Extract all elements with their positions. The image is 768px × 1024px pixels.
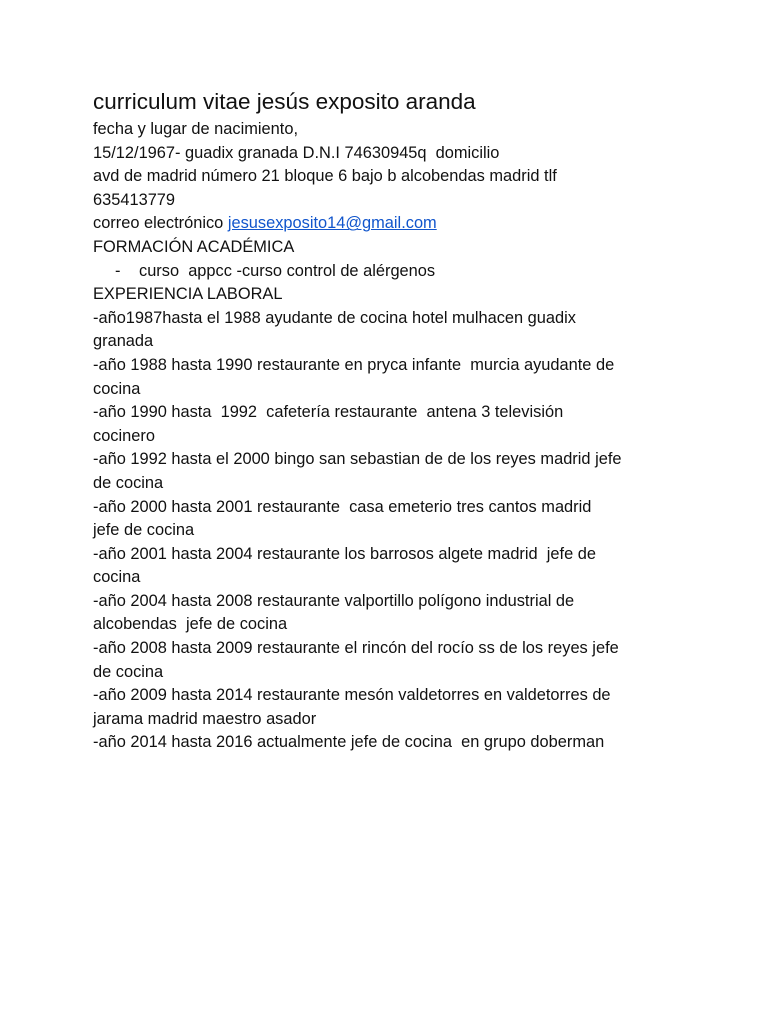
education-heading: FORMACIÓN ACADÉMICA [93, 237, 295, 256]
experience-line: -año 1990 hasta 1992 cafetería restaurante antena 3 televisión [93, 403, 564, 422]
experience-line: -año 1988 hasta 1990 restaurante en pryca infante murcia ayudante de [93, 355, 615, 374]
email-label: correo electrónico [93, 214, 228, 233]
header-line: 635413779 [93, 190, 176, 209]
experience-line: cocinero [93, 426, 155, 445]
experience-line: cocina [93, 379, 141, 398]
header-line: avd de madrid número 21 bloque 6 bajo b alcobendas madrid tlf [93, 167, 557, 186]
experience-line: -año 2009 hasta 2014 restaurante mesón valdetorres en valdetorres de [93, 686, 611, 705]
experience-line: de cocina [93, 662, 164, 681]
education-item-text: curso appcc -curso control de alérgenos [139, 261, 436, 280]
experience-line: granada [93, 332, 154, 351]
email-line [93, 212, 693, 236]
experience-line: -año 1992 hasta el 2000 bingo san sebastian de de los reyes madrid jefe [93, 450, 622, 469]
experience-line: -año1987hasta el 1988 ayudante de cocina hotel mulhacen guadix [93, 308, 576, 327]
experience-line: -año 2008 hasta 2009 restaurante el rincón del rocío ss de los reyes jefe [93, 639, 619, 658]
header-line: fecha y lugar de nacimiento, [93, 120, 299, 138]
cv-page [93, 88, 693, 755]
header-line: 15/12/1967- guadix granada D.N.I 74630945q domicilio [93, 143, 500, 162]
experience-heading: EXPERIENCIA LABORAL [93, 285, 283, 304]
experience-line: -año 2000 hasta 2001 restaurante casa emeterio tres cantos madrid [93, 497, 592, 516]
experience-line: -año 2004 hasta 2008 restaurante valportillo polígono industrial de [93, 591, 575, 610]
experience-line: -año 2014 hasta 2016 actualmente jefe de cocina en grupo doberman [93, 733, 605, 752]
experience-line: alcobendas jefe de cocina [93, 615, 288, 634]
experience-line: de cocina [93, 473, 164, 492]
experience-line: -año 2001 hasta 2004 restaurante los barrosos algete madrid jefe de [93, 544, 596, 563]
experience-list [93, 307, 693, 755]
education-item [93, 260, 693, 284]
experience-line: jefe de cocina [93, 521, 195, 540]
bullet-marker: - [115, 261, 121, 280]
email-link[interactable]: jesusexposito14@gmail.com [227, 214, 437, 233]
experience-line: cocina [93, 568, 141, 587]
experience-line: jarama madrid maestro asador [93, 709, 317, 728]
cv-title: curriculum vitae jesús exposito aranda [93, 89, 476, 114]
